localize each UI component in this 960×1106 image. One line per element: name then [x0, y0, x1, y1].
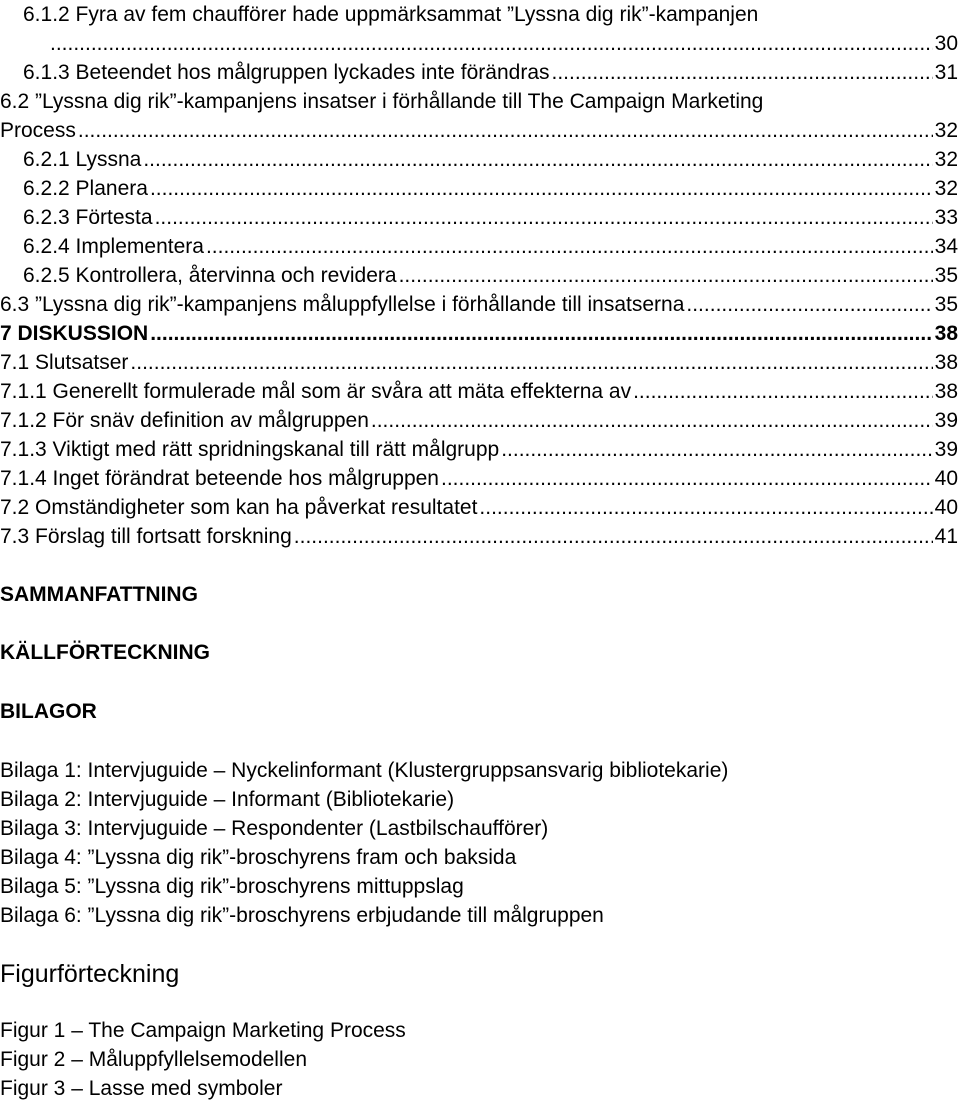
toc-leader: [633, 377, 933, 406]
toc-entry[interactable]: [0, 261, 958, 290]
bilaga-item: Bilaga 5: ”Lyssna dig rik”-broschyrens mittuppslag: [0, 875, 464, 898]
toc-entry-title: 7.2 Omständigheter som kan ha påverkat resultatet: [0, 496, 478, 519]
figur-item: Figur 1 – The Campaign Marketing Process: [0, 1019, 406, 1042]
toc-entry-title: 6.2.5 Kontrollera, återvinna och revidera: [23, 264, 397, 287]
toc-entry[interactable]: [0, 232, 958, 261]
toc-entry[interactable]: [0, 290, 958, 319]
toc-entry-page: 39: [934, 409, 958, 432]
toc-entry-title: 7 DISKUSSION: [0, 322, 149, 345]
toc-entry[interactable]: [0, 319, 958, 348]
toc-entry-title: 6.2.1 Lyssna: [23, 148, 142, 171]
toc-entry[interactable]: [0, 348, 958, 377]
toc-entry[interactable]: [0, 0, 958, 29]
toc-entry-title: 6.1.2 Fyra av fem chaufförer hade uppmärksammat ”Lyssna dig rik”-kampanjen: [23, 3, 759, 26]
toc-entry-title: 7.1 Slutsatser: [0, 351, 129, 374]
toc-entry-page: 40: [934, 496, 958, 519]
toc-entry-title: 6.2.2 Planera: [23, 177, 148, 200]
toc-leader: [143, 145, 932, 174]
toc-entry-page: 38: [934, 380, 958, 403]
toc-leader: [150, 319, 932, 348]
toc-entry-page: 39: [934, 438, 958, 461]
table-of-contents: [0, 0, 958, 551]
toc-leader: [479, 493, 932, 522]
heading-kallforteckning: KÄLLFÖRTECKNING: [0, 641, 210, 664]
bilaga-item: Bilaga 3: Intervjuguide – Respondenter (Lastbilschaufförer): [0, 817, 549, 840]
toc-entry[interactable]: [0, 203, 958, 232]
toc-leader: [441, 464, 933, 493]
toc-entry-title: 7.1.2 För snäv definition av målgruppen: [0, 409, 369, 432]
toc-entry-page: 38: [934, 351, 958, 374]
heading-bilagor: BILAGOR: [0, 700, 97, 723]
bilaga-item: Bilaga 2: Intervjuguide – Informant (Bibliotekarie): [0, 788, 455, 811]
toc-entry-title: 7.1.3 Viktigt med rätt spridningskanal till rätt målgrupp: [0, 438, 500, 461]
toc-leader: [399, 261, 933, 290]
toc-leader: [150, 174, 933, 203]
toc-entry[interactable]: [0, 493, 958, 522]
toc-entry[interactable]: [0, 464, 958, 493]
toc-entry-title: 6.2.3 Förtesta: [23, 206, 153, 229]
heading-sammanfattning: SAMMANFATTNING: [0, 583, 198, 606]
bilagor-list: [0, 756, 728, 930]
bilaga-item: Bilaga 6: ”Lyssna dig rik”-broschyrens erbjudande till målgruppen: [0, 904, 604, 927]
toc-leader: [78, 116, 933, 145]
toc-leader: [552, 58, 933, 87]
toc-entry-title: 7.1.1 Generellt formulerade mål som är svåra att mäta effekterna av: [0, 380, 632, 403]
toc-entry-title-cont: Process: [0, 119, 76, 142]
toc-leader: [130, 348, 932, 377]
toc-entry-title: 6.2 ”Lyssna dig rik”-kampanjens insatser i förhållande till The Campaign Marketing: [0, 90, 764, 113]
toc-leader: [155, 203, 933, 232]
toc-entry-page: 40: [934, 467, 958, 490]
toc-entry-page: 35: [934, 264, 958, 287]
figur-list: [0, 1016, 406, 1103]
toc-entry-title: 7.1.4 Inget förändrat beteende hos målgruppen: [0, 467, 439, 490]
toc-entry[interactable]: [0, 377, 958, 406]
toc-entry[interactable]: [0, 87, 958, 116]
bilaga-item: Bilaga 4: ”Lyssna dig rik”-broschyrens fram och baksida: [0, 846, 517, 869]
toc-entry-continuation[interactable]: [0, 29, 958, 58]
toc-entry-page: 30: [934, 32, 958, 55]
figur-item: Figur 2 – Måluppfyllelsemodellen: [0, 1048, 307, 1071]
toc-leader: [686, 290, 932, 319]
toc-entry-page: 33: [934, 206, 958, 229]
toc-entry[interactable]: [0, 174, 958, 203]
toc-entry-page: 35: [934, 293, 958, 316]
toc-entry[interactable]: [0, 145, 958, 174]
toc-entry-title: 7.3 Förslag till fortsatt forskning: [0, 525, 292, 548]
toc-entry[interactable]: [0, 522, 958, 551]
toc-entry-page: 31: [934, 61, 958, 84]
toc-leader: [294, 522, 933, 551]
toc-entry-continuation[interactable]: [0, 116, 958, 145]
toc-entry[interactable]: [0, 406, 958, 435]
figur-item: Figur 3 – Lasse med symboler: [0, 1077, 283, 1100]
toc-entry-page: 38: [934, 322, 958, 345]
toc-entry-title: 6.1.3 Beteendet hos målgruppen lyckades inte förändras: [23, 61, 550, 84]
bilaga-item: Bilaga 1: Intervjuguide – Nyckelinformant (Klustergruppsansvarig bibliotekarie): [0, 759, 729, 782]
toc-entry-page: 34: [934, 235, 958, 258]
toc-leader: [501, 435, 932, 464]
toc-entry-title: 6.3 ”Lyssna dig rik”-kampanjens måluppfyllelse i förhållande till insatserna: [0, 293, 685, 316]
toc-entry-page: 32: [934, 177, 958, 200]
heading-figurforteckning: Figurförteckning: [0, 960, 180, 988]
toc-entry-page: 32: [934, 119, 958, 142]
toc-leader: [206, 232, 933, 261]
toc-entry-page: 32: [934, 148, 958, 171]
toc-leader: [50, 29, 933, 58]
toc-entry-title: 6.2.4 Implementera: [23, 235, 204, 258]
toc-leader: [371, 406, 933, 435]
toc-entry[interactable]: [0, 58, 958, 87]
toc-entry[interactable]: [0, 435, 958, 464]
toc-entry-page: 41: [934, 525, 958, 548]
